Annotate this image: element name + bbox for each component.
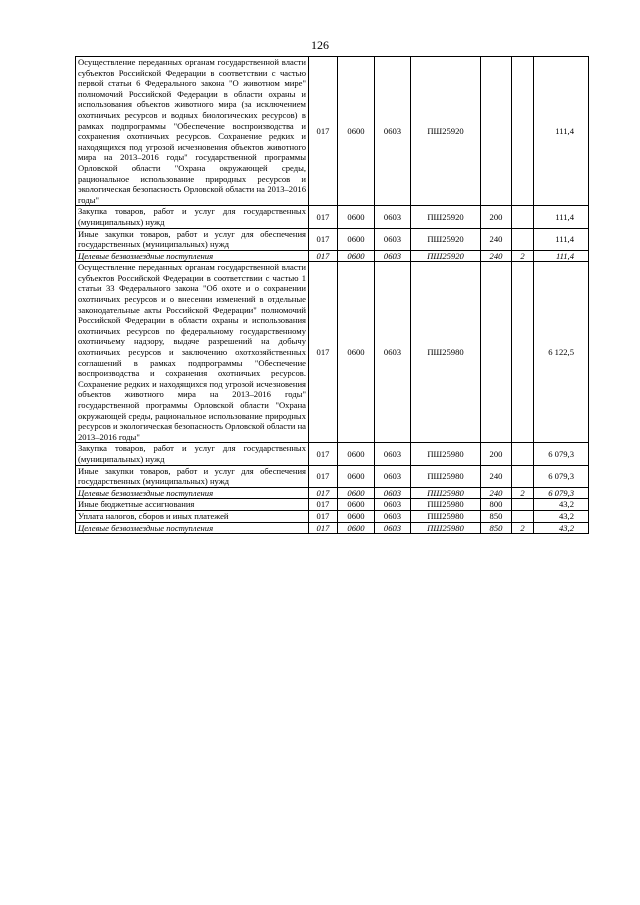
table-row xyxy=(76,250,589,262)
cell-target-article: ПШ25980 xyxy=(411,443,481,465)
cell-admin-code: 017 xyxy=(309,443,338,465)
table-row xyxy=(76,228,589,250)
cell-admin-code: 017 xyxy=(309,206,338,228)
cell-target-article: ПШ25980 xyxy=(411,499,481,511)
row-name: Осуществление переданных органам государственной власти субъектов Российской Федерации в соответствии с частью 1 статьи 33 Федерального закона "Об охоте и о сохранении охотничьих ресурсов и о внесении изменений в отдельные законодательные акты Российской Федерации" полномочий Российской Федерации в области охраны и использования охотничьих ресурсов по федеральному государственному охотничьему надзору, выдаче разрешений на добычу охотничьих ресурсов и заключению охотхозяйственных соглашений в рамках подпрограммы "Обеспечение воспроизводства и сохранения охотничьих ресурсов. Сохранение редких и находящихся под угрозой исчезновения объектов животного мира на 2013–2016 годы" государственной программы Орловской области "Охрана окружающей среды, рациональное использование природных ресурсов и экологическая безопасность Орловской области на 2013–2016 годы" xyxy=(76,262,309,443)
table-body xyxy=(76,57,589,534)
row-name: Закупка товаров, работ и услуг для государственных (муниципальных) нужд xyxy=(76,443,309,465)
table-row xyxy=(76,510,589,522)
cell-subsection: 0603 xyxy=(375,228,411,250)
cell-admin-code: 017 xyxy=(309,465,338,487)
cell-section: 0600 xyxy=(338,465,375,487)
cell-section: 0600 xyxy=(338,206,375,228)
cell-admin-code: 017 xyxy=(309,499,338,511)
cell-amount: 43,2 xyxy=(534,499,589,511)
cell-source xyxy=(512,57,534,206)
page-number: 126 xyxy=(311,38,329,52)
cell-section: 0600 xyxy=(338,487,375,499)
cell-expense-type: 240 xyxy=(481,250,512,262)
cell-amount: 6 079,3 xyxy=(534,487,589,499)
cell-source xyxy=(512,499,534,511)
cell-expense-type: 800 xyxy=(481,499,512,511)
cell-subsection: 0603 xyxy=(375,250,411,262)
cell-expense-type: 850 xyxy=(481,522,512,534)
cell-expense-type xyxy=(481,262,512,443)
row-name: Целевые безвозмездные поступления xyxy=(76,487,309,499)
cell-expense-type: 240 xyxy=(481,487,512,499)
cell-section: 0600 xyxy=(338,499,375,511)
cell-amount: 111,4 xyxy=(534,228,589,250)
cell-amount: 111,4 xyxy=(534,57,589,206)
row-name: Иные бюджетные ассигнования xyxy=(76,499,309,511)
cell-target-article: ПШ25980 xyxy=(411,487,481,499)
cell-admin-code: 017 xyxy=(309,262,338,443)
row-name: Иные закупки товаров, работ и услуг для обеспечения государственных (муниципальных) нужд xyxy=(76,228,309,250)
cell-source xyxy=(512,262,534,443)
cell-subsection: 0603 xyxy=(375,499,411,511)
cell-target-article: ПШ25920 xyxy=(411,228,481,250)
cell-subsection: 0603 xyxy=(375,443,411,465)
cell-expense-type: 200 xyxy=(481,206,512,228)
table-row xyxy=(76,499,589,511)
row-name: Осуществление переданных органам государственной власти субъектов Российской Федерации в соответствии с частью первой статьи 6 Федерального закона "О животном мире" полномочий Российской Федерации в области охраны и использования объектов животного мира (за исключением охотничьих ресурсов и водных биологических ресурсов) в рамках подпрограммы "Обеспечение воспроизводства и сохранения охотничьих ресурсов. Сохранение редких и находящихся под угрозой исчезновения объектов животного мира на 2013–2016 годы" государственной программы Орловской области "Охрана окружающей среды, рациональное использование природных ресурсов и экологическая безопасность Орловской области на 2013–2016 годы" xyxy=(76,57,309,206)
cell-amount: 111,4 xyxy=(534,206,589,228)
table-row xyxy=(76,487,589,499)
cell-expense-type: 200 xyxy=(481,443,512,465)
cell-section: 0600 xyxy=(338,228,375,250)
cell-target-article: ПШ25920 xyxy=(411,57,481,206)
cell-section: 0600 xyxy=(338,262,375,443)
row-name: Уплата налогов, сборов и иных платежей xyxy=(76,510,309,522)
cell-source: 2 xyxy=(512,250,534,262)
cell-amount: 6 122,5 xyxy=(534,262,589,443)
budget-table xyxy=(75,56,589,534)
cell-subsection: 0603 xyxy=(375,487,411,499)
cell-amount: 43,2 xyxy=(534,522,589,534)
table-row xyxy=(76,443,589,465)
cell-expense-type xyxy=(481,57,512,206)
cell-amount: 6 079,3 xyxy=(534,443,589,465)
row-name: Целевые безвозмездные поступления xyxy=(76,522,309,534)
cell-target-article: ПШ25980 xyxy=(411,522,481,534)
cell-subsection: 0603 xyxy=(375,206,411,228)
cell-section: 0600 xyxy=(338,57,375,206)
cell-target-article: ПШ25980 xyxy=(411,510,481,522)
row-name: Закупка товаров, работ и услуг для государственных (муниципальных) нужд xyxy=(76,206,309,228)
cell-section: 0600 xyxy=(338,250,375,262)
cell-section: 0600 xyxy=(338,522,375,534)
cell-source xyxy=(512,465,534,487)
cell-admin-code: 017 xyxy=(309,228,338,250)
cell-admin-code: 017 xyxy=(309,250,338,262)
cell-source: 2 xyxy=(512,487,534,499)
cell-subsection: 0603 xyxy=(375,57,411,206)
cell-target-article: ПШ25980 xyxy=(411,262,481,443)
cell-source xyxy=(512,228,534,250)
cell-subsection: 0603 xyxy=(375,465,411,487)
table-row xyxy=(76,465,589,487)
table-row xyxy=(76,206,589,228)
cell-section: 0600 xyxy=(338,443,375,465)
cell-admin-code: 017 xyxy=(309,522,338,534)
cell-admin-code: 017 xyxy=(309,487,338,499)
cell-subsection: 0603 xyxy=(375,522,411,534)
cell-subsection: 0603 xyxy=(375,510,411,522)
row-name: Иные закупки товаров, работ и услуг для обеспечения государственных (муниципальных) нужд xyxy=(76,465,309,487)
cell-subsection: 0603 xyxy=(375,262,411,443)
row-name: Целевые безвозмездные поступления xyxy=(76,250,309,262)
cell-target-article: ПШ25920 xyxy=(411,206,481,228)
cell-source xyxy=(512,510,534,522)
cell-amount: 6 079,3 xyxy=(534,465,589,487)
table-row xyxy=(76,522,589,534)
cell-admin-code: 017 xyxy=(309,510,338,522)
cell-source xyxy=(512,443,534,465)
cell-amount: 111,4 xyxy=(534,250,589,262)
cell-expense-type: 240 xyxy=(481,228,512,250)
cell-section: 0600 xyxy=(338,510,375,522)
cell-source xyxy=(512,206,534,228)
cell-expense-type: 850 xyxy=(481,510,512,522)
table-row xyxy=(76,57,589,206)
cell-expense-type: 240 xyxy=(481,465,512,487)
cell-target-article: ПШ25920 xyxy=(411,250,481,262)
cell-amount: 43,2 xyxy=(534,510,589,522)
table-row xyxy=(76,262,589,443)
cell-admin-code: 017 xyxy=(309,57,338,206)
cell-source: 2 xyxy=(512,522,534,534)
cell-target-article: ПШ25980 xyxy=(411,465,481,487)
